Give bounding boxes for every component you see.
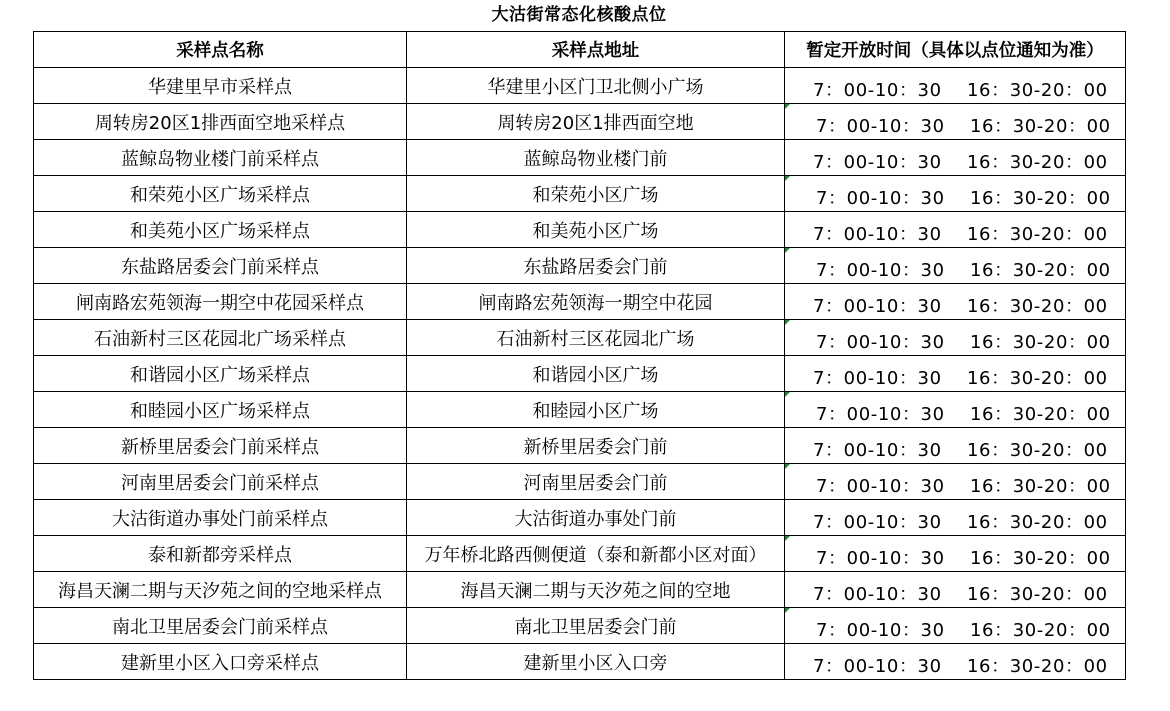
afternoon-slot: 16：30-20：00 bbox=[970, 332, 1111, 353]
table-row bbox=[34, 284, 1126, 320]
cell-name[interactable]: 石油新村三区花园北广场采样点 bbox=[34, 320, 407, 356]
cell-address[interactable]: 和美苑小区广场 bbox=[407, 212, 785, 248]
cell-address[interactable]: 闸南路宏苑领海一期空中花园 bbox=[407, 284, 785, 320]
cell-hours[interactable] bbox=[785, 68, 1126, 104]
afternoon-slot: 16：30-20：00 bbox=[970, 404, 1111, 425]
afternoon-slot: 16：30-20：00 bbox=[967, 224, 1108, 245]
table-body bbox=[34, 68, 1126, 680]
morning-slot: 7：00-10：30 bbox=[816, 260, 945, 281]
cell-name[interactable]: 和谐园小区广场采样点 bbox=[34, 356, 407, 392]
table-row bbox=[34, 572, 1126, 608]
morning-slot: 7：00-10：30 bbox=[816, 548, 945, 569]
cell-name[interactable]: 南北卫里居委会门前采样点 bbox=[34, 608, 407, 644]
cell-address[interactable]: 大沽街道办事处门前 bbox=[407, 500, 785, 536]
morning-slot: 7：00-10：30 bbox=[813, 656, 942, 677]
cell-address[interactable]: 河南里居委会门前 bbox=[407, 464, 785, 500]
cell-hours[interactable] bbox=[785, 464, 1126, 500]
cell-address[interactable]: 蓝鲸岛物业楼门前 bbox=[407, 140, 785, 176]
morning-slot: 7：00-10：30 bbox=[813, 512, 942, 533]
table-row bbox=[34, 428, 1126, 464]
cell-address[interactable]: 南北卫里居委会门前 bbox=[407, 608, 785, 644]
cell-hours[interactable] bbox=[785, 356, 1126, 392]
cell-name[interactable]: 和荣苑小区广场采样点 bbox=[34, 176, 407, 212]
afternoon-slot: 16：30-20：00 bbox=[967, 80, 1108, 101]
header-name[interactable]: 采样点名称 bbox=[34, 32, 407, 68]
cell-address[interactable]: 周转房20区1排西面空地 bbox=[407, 104, 785, 140]
morning-slot: 7：00-10：30 bbox=[813, 224, 942, 245]
cell-name[interactable]: 大沽街道办事处门前采样点 bbox=[34, 500, 407, 536]
cell-address[interactable]: 和谐园小区广场 bbox=[407, 356, 785, 392]
cell-name[interactable]: 闸南路宏苑领海一期空中花园采样点 bbox=[34, 284, 407, 320]
afternoon-slot: 16：30-20：00 bbox=[970, 476, 1111, 497]
cell-name[interactable]: 海昌天澜二期与天汐苑之间的空地采样点 bbox=[34, 572, 407, 608]
morning-slot: 7：00-10：30 bbox=[813, 296, 942, 317]
morning-slot: 7：00-10：30 bbox=[816, 188, 945, 209]
table-row bbox=[34, 68, 1126, 104]
cell-name[interactable]: 河南里居委会门前采样点 bbox=[34, 464, 407, 500]
afternoon-slot: 16：30-20：00 bbox=[967, 368, 1108, 389]
cell-name[interactable]: 东盐路居委会门前采样点 bbox=[34, 248, 407, 284]
cell-address[interactable]: 万年桥北路西侧便道（泰和新都小区对面） bbox=[407, 536, 785, 572]
table-row bbox=[34, 608, 1126, 644]
cell-address[interactable]: 石油新村三区花园北广场 bbox=[407, 320, 785, 356]
cell-hours[interactable] bbox=[785, 500, 1126, 536]
cell-comment-marker bbox=[785, 320, 790, 325]
cell-comment-marker bbox=[785, 392, 790, 397]
cell-address[interactable]: 新桥里居委会门前 bbox=[407, 428, 785, 464]
morning-slot: 7：00-10：30 bbox=[813, 80, 942, 101]
cell-name[interactable]: 华建里早市采样点 bbox=[34, 68, 407, 104]
cell-hours[interactable] bbox=[785, 320, 1126, 356]
header-address[interactable]: 采样点地址 bbox=[407, 32, 785, 68]
sheet-title: 大沽街常态化核酸点位 bbox=[491, 5, 667, 25]
morning-slot: 7：00-10：30 bbox=[816, 620, 945, 641]
cell-comment-marker bbox=[785, 104, 790, 109]
cell-address[interactable]: 东盐路居委会门前 bbox=[407, 248, 785, 284]
table-row bbox=[34, 392, 1126, 428]
cell-name[interactable]: 建新里小区入口旁采样点 bbox=[34, 644, 407, 680]
sampling-points-table bbox=[33, 31, 1126, 680]
cell-comment-marker bbox=[785, 248, 790, 253]
cell-address[interactable]: 和荣苑小区广场 bbox=[407, 176, 785, 212]
cell-hours[interactable] bbox=[785, 572, 1126, 608]
cell-hours[interactable] bbox=[785, 284, 1126, 320]
morning-slot: 7：00-10：30 bbox=[813, 152, 942, 173]
afternoon-slot: 16：30-20：00 bbox=[970, 620, 1111, 641]
cell-name[interactable]: 蓝鲸岛物业楼门前采样点 bbox=[34, 140, 407, 176]
cell-name[interactable]: 新桥里居委会门前采样点 bbox=[34, 428, 407, 464]
table-row bbox=[34, 176, 1126, 212]
table-row bbox=[34, 320, 1126, 356]
cell-address[interactable]: 华建里小区门卫北侧小广场 bbox=[407, 68, 785, 104]
cell-address[interactable]: 和睦园小区广场 bbox=[407, 392, 785, 428]
cell-name[interactable]: 周转房20区1排西面空地采样点 bbox=[34, 104, 407, 140]
table-row bbox=[34, 644, 1126, 680]
morning-slot: 7：00-10：30 bbox=[816, 404, 945, 425]
morning-slot: 7：00-10：30 bbox=[816, 332, 945, 353]
table-row bbox=[34, 464, 1126, 500]
cell-hours[interactable] bbox=[785, 140, 1126, 176]
afternoon-slot: 16：30-20：00 bbox=[970, 188, 1111, 209]
header-row bbox=[34, 32, 1126, 68]
sheet bbox=[33, 0, 1125, 680]
cell-hours[interactable] bbox=[785, 212, 1126, 248]
cell-hours[interactable] bbox=[785, 248, 1126, 284]
afternoon-slot: 16：30-20：00 bbox=[967, 296, 1108, 317]
afternoon-slot: 16：30-20：00 bbox=[967, 440, 1108, 461]
cell-hours[interactable] bbox=[785, 104, 1126, 140]
table-row bbox=[34, 248, 1126, 284]
header-hours[interactable]: 暂定开放时间（具体以点位通知为准） bbox=[785, 32, 1126, 68]
cell-name[interactable]: 泰和新都旁采样点 bbox=[34, 536, 407, 572]
afternoon-slot: 16：30-20：00 bbox=[967, 584, 1108, 605]
afternoon-slot: 16：30-20：00 bbox=[970, 260, 1111, 281]
afternoon-slot: 16：30-20：00 bbox=[967, 512, 1108, 533]
cell-comment-marker bbox=[785, 608, 790, 613]
afternoon-slot: 16：30-20：00 bbox=[970, 116, 1111, 137]
cell-hours[interactable] bbox=[785, 536, 1126, 572]
cell-hours[interactable] bbox=[785, 428, 1126, 464]
table-row bbox=[34, 212, 1126, 248]
table-row bbox=[34, 104, 1126, 140]
morning-slot: 7：00-10：30 bbox=[813, 584, 942, 605]
cell-comment-marker bbox=[785, 464, 790, 469]
cell-hours[interactable] bbox=[785, 644, 1126, 680]
cell-hours[interactable] bbox=[785, 176, 1126, 212]
cell-comment-marker bbox=[785, 176, 790, 181]
table-row bbox=[34, 356, 1126, 392]
morning-slot: 7：00-10：30 bbox=[816, 116, 945, 137]
morning-slot: 7：00-10：30 bbox=[813, 440, 942, 461]
afternoon-slot: 16：30-20：00 bbox=[967, 152, 1108, 173]
table-row bbox=[34, 536, 1126, 572]
afternoon-slot: 16：30-20：00 bbox=[970, 548, 1111, 569]
cell-hours[interactable] bbox=[785, 392, 1126, 428]
cell-address[interactable]: 建新里小区入口旁 bbox=[407, 644, 785, 680]
cell-hours[interactable] bbox=[785, 608, 1126, 644]
morning-slot: 7：00-10：30 bbox=[813, 368, 942, 389]
cell-name[interactable]: 和美苑小区广场采样点 bbox=[34, 212, 407, 248]
table-row bbox=[34, 500, 1126, 536]
morning-slot: 7：00-10：30 bbox=[816, 476, 945, 497]
afternoon-slot: 16：30-20：00 bbox=[967, 656, 1108, 677]
cell-name[interactable]: 和睦园小区广场采样点 bbox=[34, 392, 407, 428]
table-row bbox=[34, 140, 1126, 176]
cell-address[interactable]: 海昌天澜二期与天汐苑之间的空地 bbox=[407, 572, 785, 608]
cell-comment-marker bbox=[785, 536, 790, 541]
